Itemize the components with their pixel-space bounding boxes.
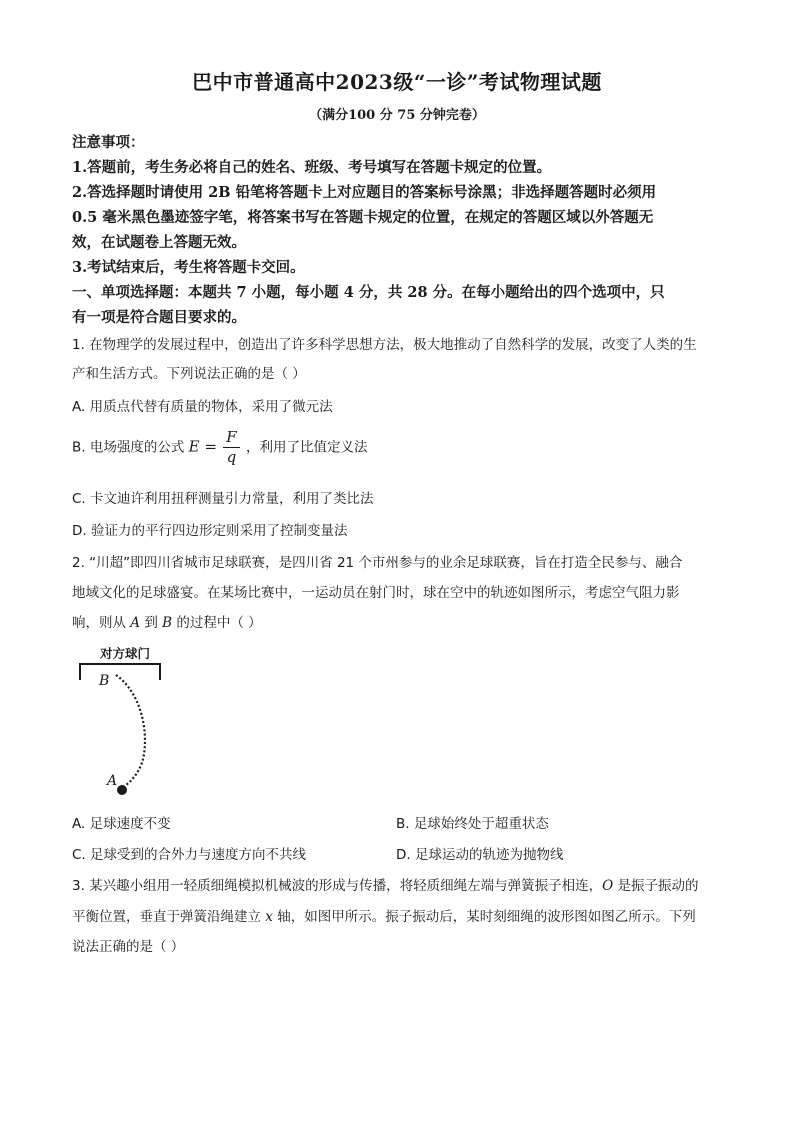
q2-goal-trajectory-figure (72, 644, 192, 804)
notes-item-3: 3.考试结束后，考生将答题卡交回。 (72, 259, 305, 276)
goal-label: 对方球门 (100, 646, 151, 661)
q2-stem-line-3-mid: 到 (140, 615, 163, 631)
q3-stem-line-2-suffix: 轴，如图甲所示。振子振动后，某时刻细绳的波形图如图乙所示。下列 (272, 909, 696, 925)
ball-trajectory (116, 675, 145, 788)
q2-stem-line-3 (72, 611, 262, 631)
q1-option-b-suffix: ，利用了比值定义法 (245, 439, 368, 456)
q2-option-d: D. 足球运动的轨迹为抛物线 (396, 847, 564, 863)
notes-heading: 注意事项： (72, 134, 145, 151)
q1-option-b-denominator: q (226, 448, 237, 466)
page-subtitle: （满分100 分 75 分钟完卷） (309, 108, 485, 123)
q1-option-b-prefix: B. 电场强度的公式 (72, 439, 185, 456)
ball (117, 785, 127, 795)
q1-option-b-fraction (223, 428, 239, 467)
q3-point-o: O (602, 878, 614, 894)
q3-stem-line-1-prefix: 3. 某兴趣小组用一轻质细绳模拟机械波的形成与传播，将轻质细绳左端与弹簧振子相连， (72, 878, 603, 894)
q2-point-b-inline: B (162, 615, 173, 631)
q1-stem-line-2: 产和生活方式。下列说法正确的是（ ） (72, 366, 306, 382)
q2-stem-line-2: 地域文化的足球盛宴。在某场比赛中，一运动员在射门时，球在空中的轨迹如图所示，考虑空气阻力影 (72, 585, 680, 601)
q2-point-a-inline: A (130, 615, 141, 631)
q1-option-d: D. 验证力的平行四边形定则采用了控制变量法 (72, 523, 348, 539)
page-title: 巴中市普通高中2023级“一诊”考试物理试题 (192, 70, 602, 94)
q1-option-b-formula-lhs: E = (188, 437, 217, 456)
trajectory-diagram (72, 644, 192, 804)
q2-option-c: C. 足球受到的合外力与速度方向不共线 (72, 847, 307, 863)
q1-option-b (72, 428, 367, 467)
section-1-line-1: 一、单项选择题：本题共 7 小题，每小题 4 分，共 28 分。在每小题给出的四个选项中，只 (72, 284, 665, 301)
q3-stem-line-1 (72, 874, 699, 894)
q2-stem-line-3-prefix: 响，则从 (72, 615, 131, 631)
q2-stem-line-3-suffix: 的过程中（ ） (172, 615, 262, 631)
q1-option-b-numerator: F (223, 428, 239, 448)
q2-option-a: A. 足球速度不变 (72, 816, 171, 832)
q3-stem-line-1-suffix: 是振子振动的 (613, 878, 699, 894)
q2-stem-line-1: 2. “川超”即四川省城市足球联赛，是四川省 21 个市州参与的业余足球联赛，旨在打造全民参与、融合 (72, 555, 683, 571)
q1-option-c: C. 卡文迪许利用扭秤测量引力常量，利用了类比法 (72, 491, 374, 507)
q3-x-axis: x (265, 909, 273, 925)
q1-option-a: A. 用质点代替有质量的物体，采用了微元法 (72, 399, 333, 415)
q3-stem-line-3: 说法正确的是（ ） (72, 939, 185, 955)
notes-item-2-line-1: 2.答选择题时请使用 2B 铅笔将答题卡上对应题目的答案标号涂黑；非选择题答题时必须用 (72, 184, 657, 201)
point-a-label: A (107, 773, 118, 789)
q3-stem-line-2 (72, 905, 696, 925)
point-b-label: B (99, 673, 110, 689)
notes-item-2-line-3: 效，在试题卷上答题无效。 (72, 234, 246, 251)
notes-item-1: 1.答题前，考生务必将自己的姓名、班级、考号填写在答题卡规定的位置。 (72, 159, 552, 176)
q2-option-b: B. 足球始终处于超重状态 (396, 816, 549, 832)
q3-stem-line-2-prefix: 平衡位置，垂直于弹簧沿绳建立 (72, 909, 266, 925)
q1-stem-line-1: 1. 在物理学的发展过程中，创造出了许多科学思想方法，极大地推动了自然科学的发展，改变了人类的生 (72, 337, 697, 353)
notes-item-2-line-2: 0.5 毫米黑色墨迹签字笔，将答案书写在答题卡规定的位置，在规定的答题区域以外答题无 (72, 209, 654, 226)
section-1-line-2: 有一项是符合题目要求的。 (72, 309, 246, 326)
